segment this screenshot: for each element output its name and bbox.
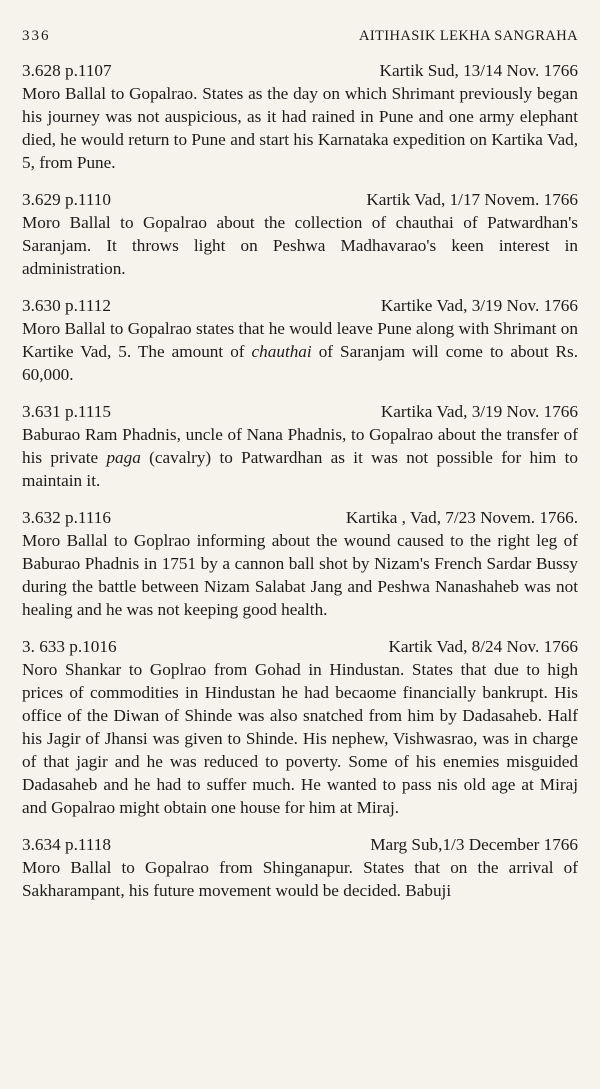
entry-ref: 3.629 p.1110 [22,190,111,209]
entry-date: Kartik Vad, 1/17 Novem. 1766 [366,190,578,209]
entry-text-part: Baburao Ram Phadnis, uncle of Nana Phadnis, to Gopalrao about the transfer of his private [22,425,578,467]
entry-ref: 3.632 p.1116 [22,508,111,527]
entry-text-part: of Saranjam will come to about Rs. 60,000. [22,342,578,384]
running-title: AITIHASIK LEKHA SANGRAHA [358,28,578,44]
entry-date: Kartika Vad, 3/19 Nov. 1766 [380,402,578,421]
entry-text-part: (cavalry) to Patwardhan as it was not possible for him to maintain it. [22,448,578,490]
entry-3-630 [22,294,578,386]
entry-text: Moro Ballal to Gopalrao about the collection of chauthai of Patwardhan's Saranjam. It throws light on Peshwa Madhavarao's keen interest in administration. [22,213,578,278]
entry-text: Moro Ballal to Gopalrao from Shinganapur. States that on the arrival of Sakharampant, his future movement would be decided. Babuji [22,858,578,900]
entry-date: Kartik Vad, 8/24 Nov. 1766 [388,637,578,656]
entry-3-629 [22,188,578,280]
entry-ref: 3.630 p.1112 [22,296,111,315]
entry-ref: 3.628 p.1107 [22,61,112,80]
entry-3-633 [22,635,578,819]
page-number: 336 [22,28,51,44]
entry-text-italic: chauthai [251,342,312,361]
entry-date: Kartike Vad, 3/19 Nov. 1766 [380,296,578,315]
entry-3-632 [22,506,578,621]
entry-text [22,317,578,386]
entry-date: Kartika , Vad, 7/23 Novem. 1766. [345,508,578,527]
entry-ref: 3.634 p.1118 [22,835,111,854]
entry-text: Moro Ballal to Goplrao informing about the wound caused to the right leg of Baburao Phadnis in 1751 by a cannon ball shot by Nizam's French Sardar Bussy during the battle between Nizam Salabat Jang and Peshwa Nanashaheb was not healing and he was not keeping good health. [22,531,578,619]
entry-text: Moro Ballal to Gopalrao. States as the day on which Shrimant previously began his journey was not auspicious, as it had rained in Pune and one army elephant died, he would return to Pune and start his Karnataka expedition on Kartika Vad, 5, from Pune. [22,84,578,172]
entry-ref: 3. 633 p.1016 [22,637,117,656]
entry-text-part: Moro Ballal to Gopalrao states that he would leave Pune along with Shrimant on Kartike Vad, 5. The amount of [22,319,578,361]
entry-3-628 [22,59,578,174]
entry-3-631 [22,400,578,492]
entry-text: Noro Shankar to Goplrao from Gohad in Hindustan. States that due to high prices of commodities in Hindustan he had becaome financially bankrupt. His office of the Diwan of Shinde was also snatched from him by Dadasaheb. Half his Jagir of Jhansi was given to Shinde. His nephew, Vishwasrao, was in charge of that jagir and he was reduced to poverty. Some of his enemies misguided Dadasaheb and he had to suffer much. He wanted to pass nis old age at Miraj and Gopalrao might obtain one house for him at Miraj. [22,660,578,817]
entry-date: Kartik Sud, 13/14 Nov. 1766 [379,61,578,80]
entry-3-634 [22,833,578,902]
entry-date: Marg Sub,1/3 December 1766 [370,835,578,854]
entry-ref: 3.631 p.1115 [22,402,111,421]
page-header [22,28,578,45]
entry-text-italic: paga [106,448,141,467]
entry-text [22,423,578,492]
